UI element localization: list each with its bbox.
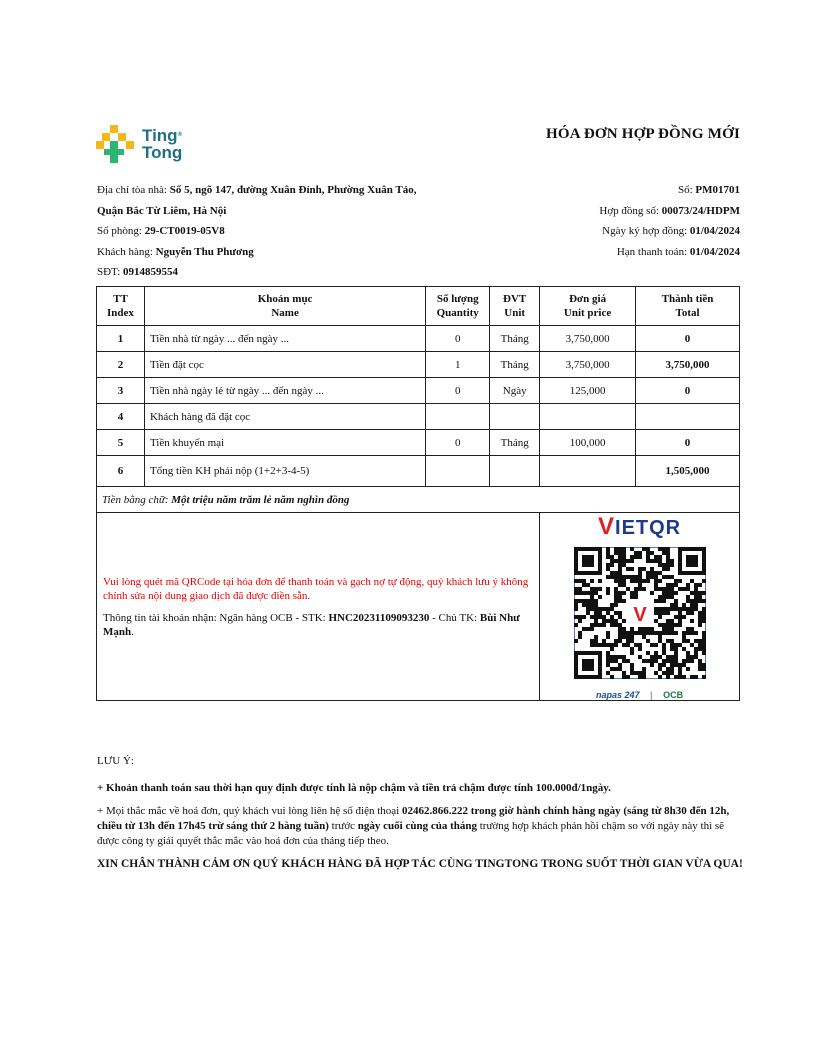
row-index: 6 <box>97 456 145 487</box>
building-info <box>97 180 427 283</box>
row-unit <box>490 404 540 430</box>
row-total: 0 <box>636 430 740 456</box>
header-index: TT Index <box>97 287 145 326</box>
room-value: 29-CT0019-05V8 <box>144 225 225 238</box>
row-total <box>636 404 740 430</box>
table-row-grand-total <box>97 456 740 487</box>
row-total: 3,750,000 <box>636 352 740 378</box>
table-header-row <box>97 287 740 326</box>
row-quantity <box>426 404 490 430</box>
tingtong-logo <box>96 123 196 167</box>
row-name: Tổng tiền KH phải nộp (1+2+3-4-5) <box>144 456 425 487</box>
header-quantity: Số lượng Quantity <box>426 287 490 326</box>
page-title: HÓA ĐƠN HỢP ĐỒNG MỚI <box>545 126 740 142</box>
thanks-note: XIN CHÂN THÀNH CẢM ƠN QUÝ KHÁCH HÀNG ĐÃ HỢP TÁC CÙNG TINGTONG TRONG SUỐT THỜI GIAN VỪA QUA! <box>97 858 743 870</box>
invoice-meta <box>599 180 740 262</box>
header-unit: ĐVT Unit <box>490 287 540 326</box>
header-unit-price: Đơn giá Unit price <box>540 287 636 326</box>
payment-brands: napas 247 | OCB <box>596 690 684 700</box>
header-total: Thành tiền Total <box>636 287 740 326</box>
qr-center-mark: V <box>632 604 647 626</box>
vietqr-logo: VIETQR <box>598 513 682 540</box>
row-name: Tiền nhà từ ngày ... đến ngày ... <box>144 326 425 352</box>
sign-date-line: Ngày ký hợp đồng: 01/04/2024 <box>602 225 740 238</box>
room-line: Số phòng: 29-CT0019-05V8 <box>97 225 225 238</box>
table-row <box>97 378 740 404</box>
qr-instruction: Vui lòng quét mã QRCode tại hóa đơn để thanh toán và gạch nợ tự động, quý khách lưu ý không chỉnh sửa nội dung giao dịch đã được điền sẵn. <box>103 575 529 602</box>
row-unit-price: 3,750,000 <box>540 352 636 378</box>
logo-reg-mark: ® <box>177 132 182 138</box>
table-row <box>97 352 740 378</box>
contract-number-line: Hợp đồng số: 00073/24/HDPM <box>599 204 740 217</box>
header-name: Khoản mục Name <box>144 287 425 326</box>
row-index: 5 <box>97 430 145 456</box>
phone-line: SĐT: 0914859554 <box>97 266 179 279</box>
row-quantity <box>426 456 490 487</box>
phone-value: 0914859554 <box>123 266 179 279</box>
row-unit: Tháng <box>490 430 540 456</box>
payment-instructions <box>97 513 540 701</box>
row-index: 3 <box>97 378 145 404</box>
contract-number: 00073/24/HDPM <box>661 204 740 217</box>
row-quantity: 0 <box>426 326 490 352</box>
account-info: Thông tin tài khoản nhận: Ngân hàng OCB - STK: HNC20231109093230 - Chủ TK: Bùi Như Mạnh. <box>103 611 520 638</box>
napas-logo: napas 247 <box>596 690 640 700</box>
address-line: Địa chỉ tòa nhà: Số 5, ngõ 147, đường Xuân Đỉnh, Phường Xuân Tảo, Quận Bắc Từ Liêm, Hà Nội <box>97 184 417 217</box>
row-name: Tiền nhà ngày lẻ từ ngày ... đến ngày ... <box>144 378 425 404</box>
due-date-line: Hạn thanh toán: 01/04/2024 <box>616 245 740 258</box>
row-name: Tiền đặt cọc <box>144 352 425 378</box>
row-quantity: 0 <box>426 378 490 404</box>
invoice-table <box>96 286 740 701</box>
row-unit <box>490 456 540 487</box>
row-unit-price <box>540 456 636 487</box>
invoice-number: PM01701 <box>695 184 740 196</box>
row-index: 1 <box>97 326 145 352</box>
address-value: Số 5, ngõ 147, đường Xuân Đỉnh, Phường Xuân Tảo, Quận Bắc Từ Liêm, Hà Nội <box>97 184 417 217</box>
row-unit: Tháng <box>490 326 540 352</box>
row-total: 0 <box>636 326 740 352</box>
invoice-number-line: Số: PM01701 <box>677 184 740 196</box>
row-name: Tiền khuyến mại <box>144 430 425 456</box>
table-row <box>97 430 740 456</box>
table-row <box>97 326 740 352</box>
row-total: 0 <box>636 378 740 404</box>
payment-row <box>97 513 740 701</box>
late-payment-note: + Khoản thanh toán sau thời hạn quy định được tính là nộp chậm và tiền trả chậm được tính 100.000đ/1ngày. <box>97 782 611 794</box>
row-unit-price: 125,000 <box>540 378 636 404</box>
amount-in-words-row <box>97 487 740 513</box>
row-unit: Tháng <box>490 352 540 378</box>
payment-qr-code[interactable] <box>574 547 706 679</box>
row-unit-price: 3,750,000 <box>540 326 636 352</box>
account-number: HNC20231109093230 <box>328 611 430 624</box>
row-quantity: 0 <box>426 430 490 456</box>
tingtong-logo-mark <box>96 123 140 167</box>
row-index: 2 <box>97 352 145 378</box>
row-index: 4 <box>97 404 145 430</box>
row-unit-price: 100,000 <box>540 430 636 456</box>
amount-in-words: Một triệu năm trăm lẻ năm nghìn đồng <box>171 493 350 506</box>
row-unit: Ngày <box>490 378 540 404</box>
due-date: 01/04/2024 <box>689 245 740 258</box>
notes-section <box>97 754 743 880</box>
customer-value: Nguyễn Thu Phương <box>155 245 254 258</box>
sign-date: 01/04/2024 <box>689 225 740 238</box>
row-unit-price <box>540 404 636 430</box>
account-holder: Bùi Như Mạnh <box>103 611 520 638</box>
row-quantity: 1 <box>426 352 490 378</box>
contact-note: + Mọi thắc mắc về hoá đơn, quý khách vui lòng liên hệ số điện thoại 02462.866.222 trong giờ hành chính hàng ngày (sáng từ 8h30 đến 12h, chiều từ 13h đến 17h45 trừ sáng thứ 2 hàng tuần) trước ngày cuối cùng của tháng trường hợp khách phản hồi chậm so với ngày này thì sẽ được công ty giải quyết thắc mắc vào hoá đơn của tháng tiếp theo. <box>97 805 730 847</box>
logo-line1: Ting <box>142 126 178 145</box>
grand-total: 1,505,000 <box>636 456 740 487</box>
table-row <box>97 404 740 430</box>
amount-in-words-label: Tiền bằng chữ: <box>102 493 172 506</box>
customer-line: Khách hàng: Nguyễn Thu Phương <box>97 245 254 258</box>
logo-line2: Tong <box>142 143 183 162</box>
notes-heading: LƯU Ý: <box>97 755 134 767</box>
ocb-logo: OCB <box>663 690 684 700</box>
row-name: Khách hàng đã đặt cọc <box>144 404 425 430</box>
qr-panel <box>540 513 740 701</box>
